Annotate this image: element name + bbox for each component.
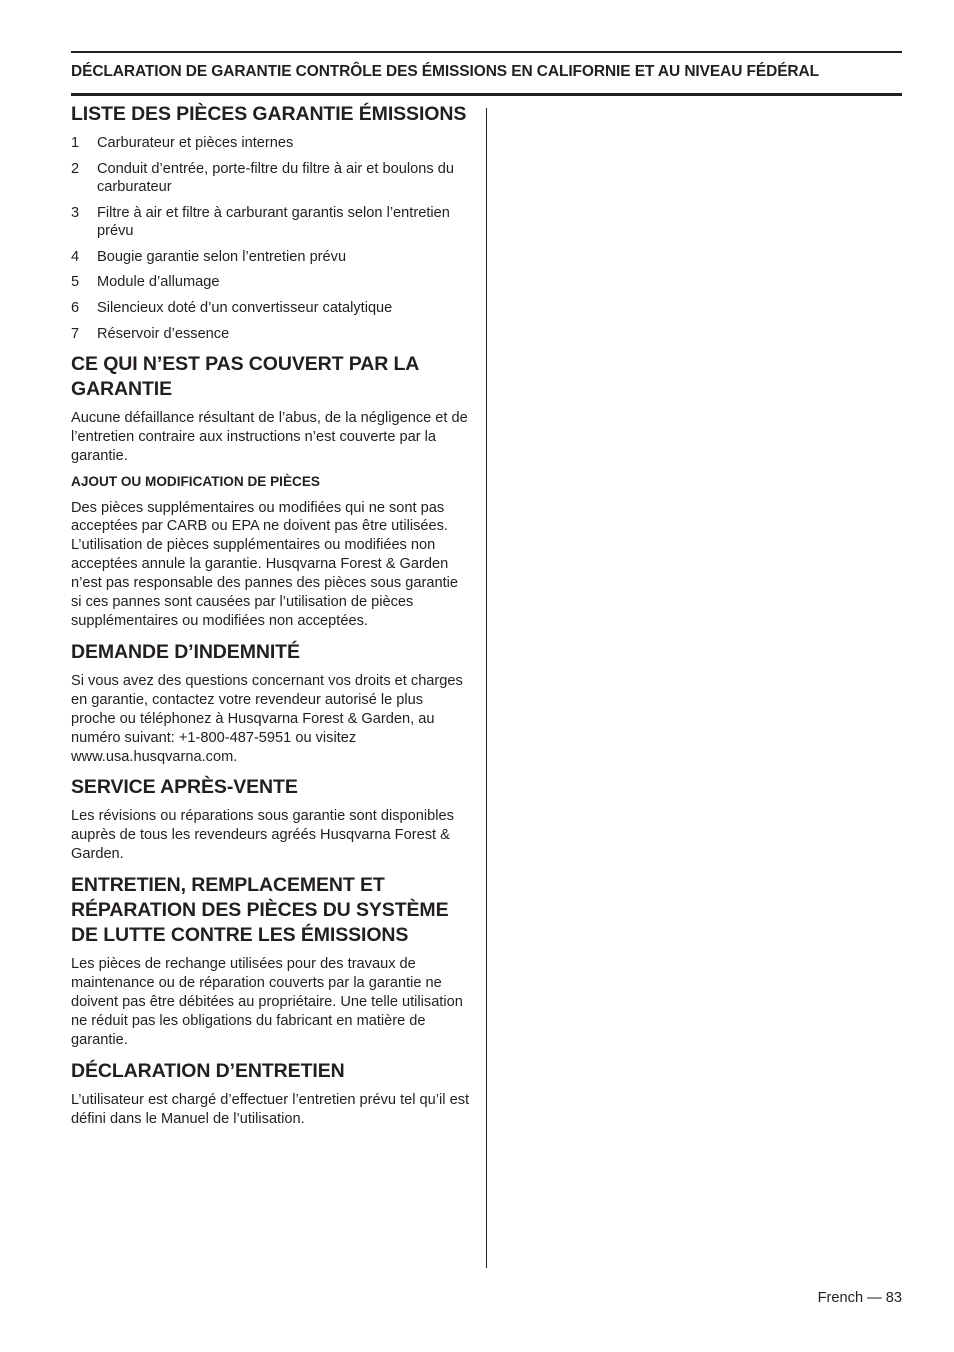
list-item-number: 1 [71,135,80,151]
section-declaration [71,1059,471,1129]
list-item-number: 4 [71,248,80,265]
list-item-number: 7 [71,325,80,342]
section-title-not-covered: CE QUI N’EST PAS COUVERT PAR LA GARANTIE [71,352,419,400]
list-item-text: Silencieux doté d’un convertisseur catalytique [97,299,393,316]
section-title-declaration: DÉCLARATION D’ENTRETIEN [71,1059,345,1082]
section-parts-list [71,102,471,343]
section-not-covered [71,352,471,631]
list-item-text: Module d’allumage [97,274,220,291]
column-divider [486,108,487,1268]
section-service [71,775,471,864]
list-item [71,299,471,317]
page-number: French — 83 [817,1290,902,1306]
list-item [71,248,471,266]
list-item-text: Bougie garantie selon l’entretien prévu [97,248,347,265]
list-item [71,204,471,240]
list-item [71,325,471,343]
list-item [71,273,471,291]
paragraph-parts-modification: Des pièces supplémentaires ou modifiées qui ne sont pas acceptées par CARB ou EPA ne doivent pas être utilisées. L’utilisation de pièces supplémentaires ou modifiées non acceptées annule la garantie. Husqvarna Forest & Garden n’est pas responsable des pannes des pièces sous garantie si ces pannes sont causées par l’utilisation de pièces supplémentaires ou modifiées non acceptées. [71,499,458,629]
list-item-number: 5 [71,274,80,291]
list-item [71,160,471,196]
left-column [71,102,471,1137]
section-title-parts-list: LISTE DES PIÈCES GARANTIE ÉMISSIONS [71,103,467,125]
header-top-rule [71,51,902,53]
list-item-text: Filtre à air et filtre à carburant garantis selon l’entretien prévu [97,204,450,239]
page-header-title: DÉCLARATION DE GARANTIE CONTRÔLE DES ÉMISSIONS EN CALIFORNIE ET AU NIVEAU FÉDÉRAL [71,63,819,80]
paragraph-maintenance: Les pièces de rechange utilisées pour des travaux de maintenance ou de réparation couverts par la garantie ne doivent pas être débitées au propriétaire. Une telle utilisation ne réduit pas les obligations du fabricant en matière de garantie. [71,956,463,1048]
paragraph-declaration: L’utilisateur est chargé d’effectuer l’entretien prévu tel qu’il est défini dans le Manuel de l’utilisation. [71,1091,470,1127]
section-maintenance [71,873,471,1050]
section-title-service: SERVICE APRÈS-VENTE [71,776,298,799]
paragraph-service: Les révisions ou réparations sous garantie sont disponibles auprès de tous les revendeurs agréés Husqvarna Forest & Garden. [71,808,454,863]
paragraph-not-covered: Aucune défaillance résultant de l’abus, de la négligence et de l’entretien contraire aux instructions n’est couverte par la garantie. [71,409,468,464]
list-item-number: 6 [71,299,80,316]
section-title-maintenance: ENTRETIEN, REMPLACEMENT ET RÉPARATION DES PIÈCES DU SYSTÈME DE LUTTE CONTRE LES ÉMISSIONS [71,874,449,947]
parts-list [71,134,471,343]
list-item-text: Réservoir d’essence [97,325,230,342]
section-title-claim: DEMANDE D’INDEMNITÉ [71,640,300,663]
list-item-text: Conduit d’entrée, porte-filtre du filtre à air et boulons du carburateur [97,160,454,195]
header-bottom-rule [71,93,902,96]
list-item-number: 2 [71,160,80,177]
subsection-title-parts-modification: AJOUT OU MODIFICATION DE PIÈCES [71,473,320,489]
list-item-text: Carburateur et pièces internes [97,135,294,151]
paragraph-claim: Si vous avez des questions concernant vos droits et charges en garantie, contactez votre revendeur autorisé le plus proche ou téléphonez à Husqvarna Forest & Garden, au numéro suivant: +1-800-487-5951 ou visitez www.usa.husqvarna.com. [71,672,463,765]
list-item [71,134,471,152]
list-item-number: 3 [71,204,80,221]
section-claim [71,640,471,767]
